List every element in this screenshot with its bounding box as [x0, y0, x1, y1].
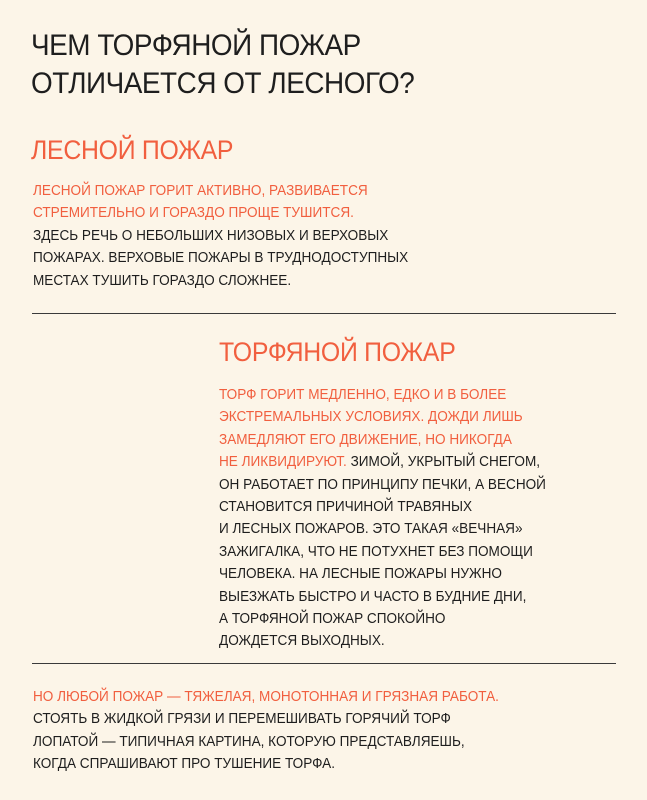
peat-fire-line: И ЛЕСНЫХ ПОЖАРОВ. ЭТО ТАКАЯ «ВЕЧНАЯ» [219, 521, 523, 538]
section-divider [32, 313, 616, 314]
conclusion-line: СТОЯТЬ В ЖИДКОЙ ГРЯЗИ И ПЕРЕМЕШИВАТЬ ГОРЯЧИЙ ТОРФ [33, 711, 451, 728]
forest-fire-line: ЛЕСНОЙ ПОЖАР ГОРИТ АКТИВНО, РАЗВИВАЕТСЯ [33, 183, 368, 199]
peat-fire-accent-text: НЕ ЛИКВИДИРУЮТ. [219, 454, 347, 471]
page-title-line-1: ЧЕМ ТОРФЯНОЙ ПОЖАР [31, 29, 361, 62]
peat-fire-text: ЗИМОЙ, УКРЫТЫЙ СНЕГОМ, [346, 454, 541, 471]
peat-fire-line: ОН РАБОТАЕТ ПО ПРИНЦИПУ ПЕЧКИ, А ВЕСНОЙ [219, 476, 546, 493]
conclusion-line: НО ЛЮБОЙ ПОЖАР — ТЯЖЕЛАЯ, МОНОТОННАЯ И ГРЯЗНАЯ РАБОТА. [33, 689, 499, 705]
peat-fire-line: ВЫЕЗЖАТЬ БЫСТРО И ЧАСТО В БУДНИЕ ДНИ, [219, 588, 527, 605]
peat-fire-line: ЗАЖИГАЛКА, ЧТО НЕ ПОТУХНЕТ БЕЗ ПОМОЩИ [219, 543, 533, 560]
forest-fire-heading: ЛЕСНОЙ ПОЖАР [31, 135, 234, 165]
forest-fire-line: ПОЖАРАХ. ВЕРХОВЫЕ ПОЖАРЫ В ТРУДНОДОСТУПНЫХ [33, 250, 409, 267]
peat-fire-line: ЭКСТРЕМАЛЬНЫХ УСЛОВИЯХ. ДОЖДИ ЛИШЬ [219, 409, 523, 426]
conclusion-line: КОГДА СПРАШИВАЮТ ПРО ТУШЕНИЕ ТОРФА. [33, 756, 335, 773]
peat-fire-description [219, 384, 546, 653]
peat-fire-line [219, 451, 546, 473]
peat-fire-line: ЗАМЕДЛЯЮТ ЕГО ДВИЖЕНИЕ, НО НИКОГДА [219, 431, 512, 448]
page-title [31, 27, 414, 103]
peat-fire-line: ТОРФ ГОРИТ МЕДЛЕННО, ЕДКО И В БОЛЕЕ [219, 387, 507, 403]
conclusion-text [33, 686, 499, 776]
section-divider [32, 663, 616, 664]
peat-fire-line: СТАНОВИТСЯ ПРИЧИНОЙ ТРАВЯНЫХ [219, 499, 473, 516]
forest-fire-line: ЗДЕСЬ РЕЧЬ О НЕБОЛЬШИХ НИЗОВЫХ И ВЕРХОВЫХ [33, 227, 389, 244]
peat-fire-heading: ТОРФЯНОЙ ПОЖАР [219, 337, 456, 367]
forest-fire-description [33, 180, 408, 292]
peat-fire-line: ЧЕЛОВЕКА. НА ЛЕСНЫЕ ПОЖАРЫ НУЖНО [219, 566, 502, 583]
forest-fire-line: СТРЕМИТЕЛЬНО И ГОРАЗДО ПРОЩЕ ТУШИТСЯ. [33, 205, 354, 222]
peat-fire-line: ДОЖДЕТСЯ ВЫХОДНЫХ. [219, 633, 385, 650]
forest-fire-line: МЕСТАХ ТУШИТЬ ГОРАЗДО СЛОЖНЕЕ. [33, 272, 292, 289]
conclusion-line: ЛОПАТОЙ — ТИПИЧНАЯ КАРТИНА, КОТОРУЮ ПРЕДСТАВЛЯЕШЬ, [33, 733, 465, 750]
peat-fire-line: А ТОРФЯНОЙ ПОЖАР СПОКОЙНО [219, 611, 446, 628]
page-title-line-2: ОТЛИЧАЕТСЯ ОТ ЛЕСНОГО? [31, 67, 415, 100]
